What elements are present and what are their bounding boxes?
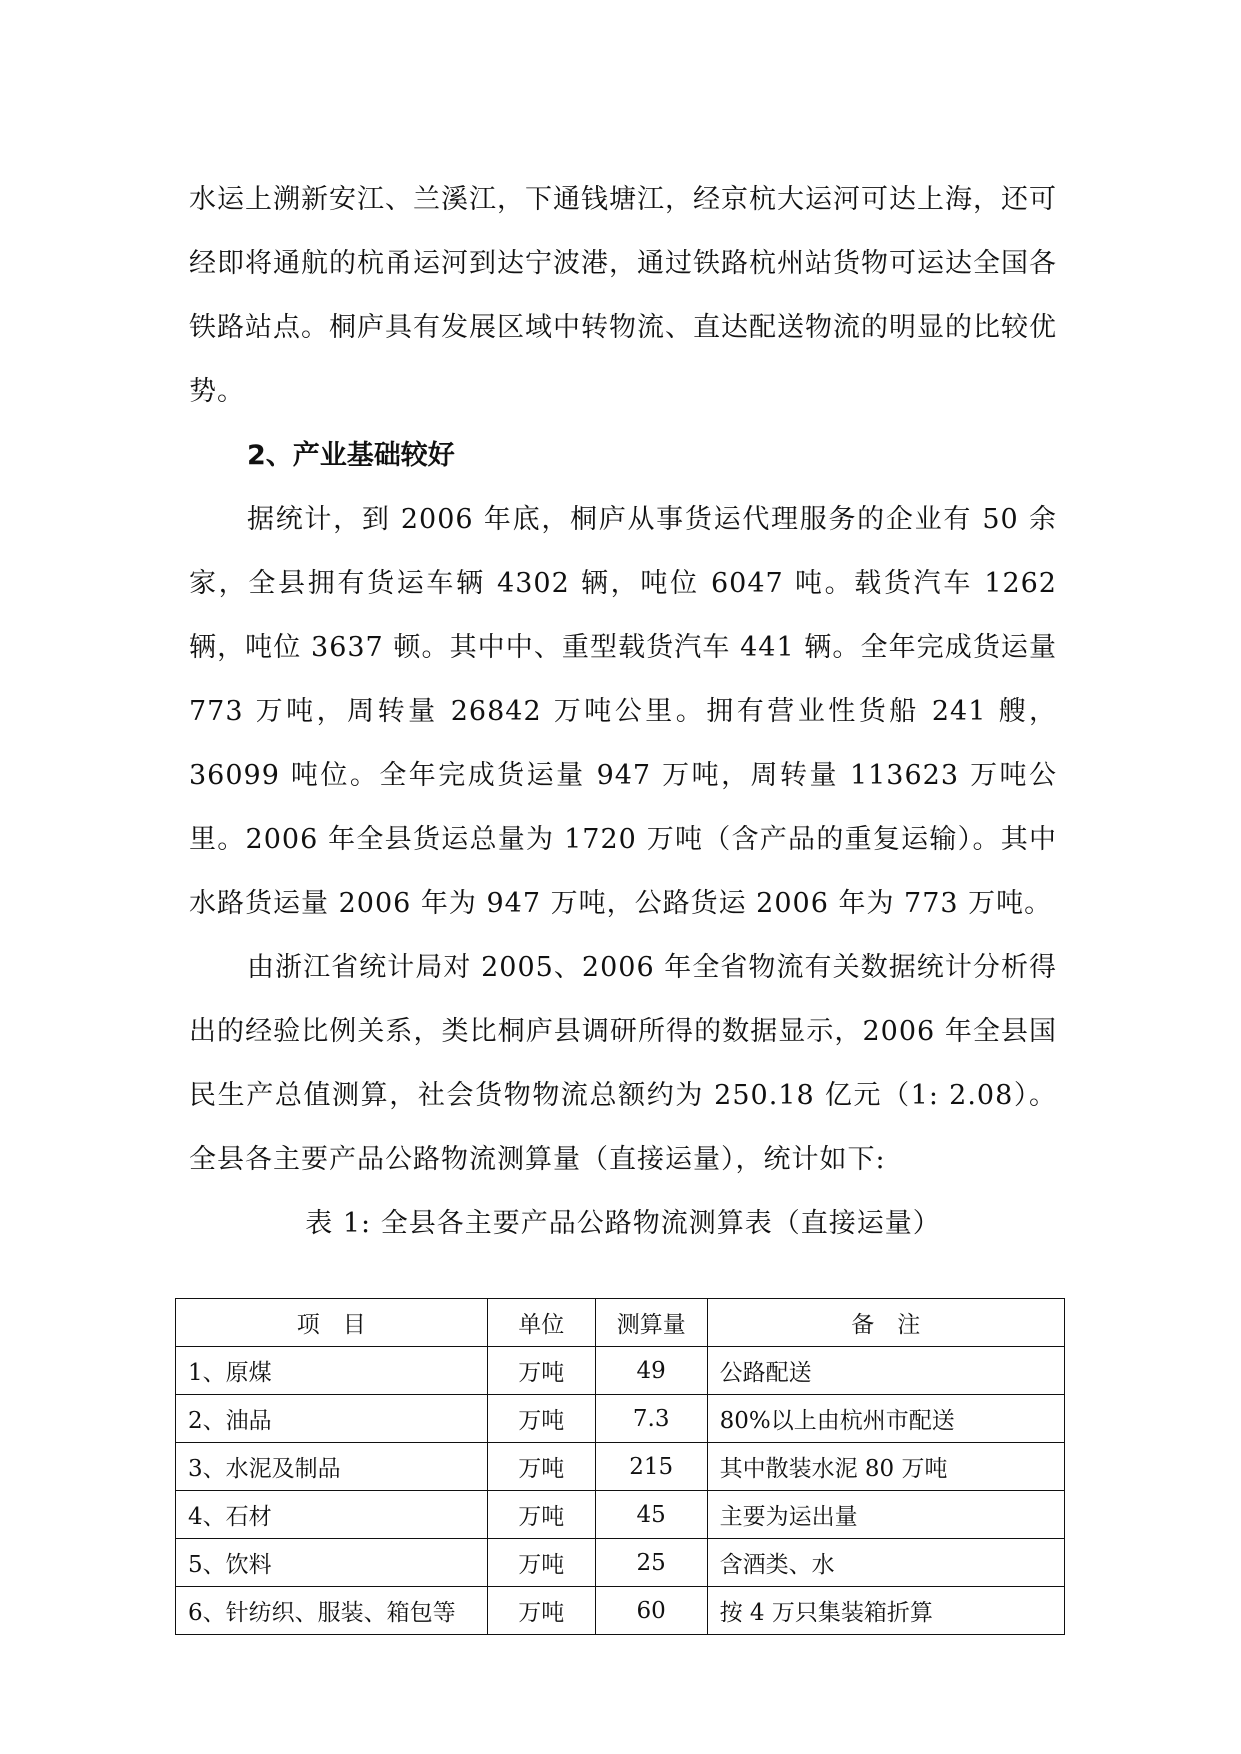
cell-amount: 215 <box>595 1443 707 1491</box>
table-row <box>176 1539 1065 1587</box>
table-row <box>176 1347 1065 1395</box>
paragraph-analysis: 由浙江省统计局对 2005、2006 年全省物流有关数据统计分析得出的经验比例关系，类比桐庐县调研所得的数据显示，2006 年全县国民生产总值测算，社会货物物流总额约为 250.18 亿元（1: 2.08）。全县各主要产品公路物流测算量（直接运量），统计如下: <box>189 952 1057 1175</box>
cell-unit: 万吨 <box>487 1491 595 1539</box>
cell-item: 1、原煤 <box>176 1347 488 1395</box>
document-body <box>189 168 1057 1256</box>
logistics-table <box>175 1298 1065 1635</box>
cell-item: 3、水泥及制品 <box>176 1443 488 1491</box>
cell-item: 6、针纺织、服装、箱包等 <box>176 1587 488 1635</box>
cell-item: 4、石材 <box>176 1491 488 1539</box>
cell-unit: 万吨 <box>487 1395 595 1443</box>
cell-amount: 7.3 <box>595 1395 707 1443</box>
cell-remark: 按 4 万只集装箱折算 <box>707 1587 1064 1635</box>
table-row <box>176 1491 1065 1539</box>
header-amount: 测算量 <box>595 1299 707 1347</box>
paragraph-transport: 水运上溯新安江、兰溪江，下通钱塘江，经京杭大运河可达上海，还可经即将通航的杭甬运河到达宁波港，通过铁路杭州站货物可运达全国各铁路站点。桐庐具有发展区域中转物流、直达配送物流的明显的比较优势。 <box>189 184 1057 407</box>
cell-amount: 60 <box>595 1587 707 1635</box>
paragraph-statistics: 据统计，到 2006 年底，桐庐从事货运代理服务的企业有 50 余家，全县拥有货运车辆 4302 辆，吨位 6047 吨。载货汽车 1262 辆，吨位 3637 顿。其中中、重型载货汽车 441 辆。全年完成货运量 773 万吨，周转量 26842 万吨公里。拥有营业性货船 241 艘，36099 吨位。全年完成货运量 947 万吨，周转量 113623 万吨公里。2006 年全县货运总量为 1720 万吨（含产品的重复运输）。其中水路货运量 2006 年为 947 万吨，公路货运 2006 年为 773 万吨。 <box>189 504 1057 919</box>
table-caption: 表 1: 全县各主要产品公路物流测算表（直接运量） <box>305 1208 941 1239</box>
cell-item: 5、饮料 <box>176 1539 488 1587</box>
cell-unit: 万吨 <box>487 1347 595 1395</box>
section-heading: 2、产业基础较好 <box>247 440 455 471</box>
table-row <box>176 1587 1065 1635</box>
cell-unit: 万吨 <box>487 1587 595 1635</box>
table-row <box>176 1443 1065 1491</box>
cell-remark: 其中散装水泥 80 万吨 <box>707 1443 1064 1491</box>
cell-remark: 含酒类、水 <box>707 1539 1064 1587</box>
table-header-row <box>176 1299 1065 1347</box>
cell-unit: 万吨 <box>487 1443 595 1491</box>
header-item: 项 目 <box>176 1299 488 1347</box>
cell-amount: 45 <box>595 1491 707 1539</box>
cell-unit: 万吨 <box>487 1539 595 1587</box>
cell-remark: 主要为运出量 <box>707 1491 1064 1539</box>
cell-remark: 80%以上由杭州市配送 <box>707 1395 1064 1443</box>
cell-item: 2、油品 <box>176 1395 488 1443</box>
table-row <box>176 1395 1065 1443</box>
cell-remark: 公路配送 <box>707 1347 1064 1395</box>
header-remark: 备 注 <box>707 1299 1064 1347</box>
cell-amount: 25 <box>595 1539 707 1587</box>
cell-amount: 49 <box>595 1347 707 1395</box>
header-unit: 单位 <box>487 1299 595 1347</box>
